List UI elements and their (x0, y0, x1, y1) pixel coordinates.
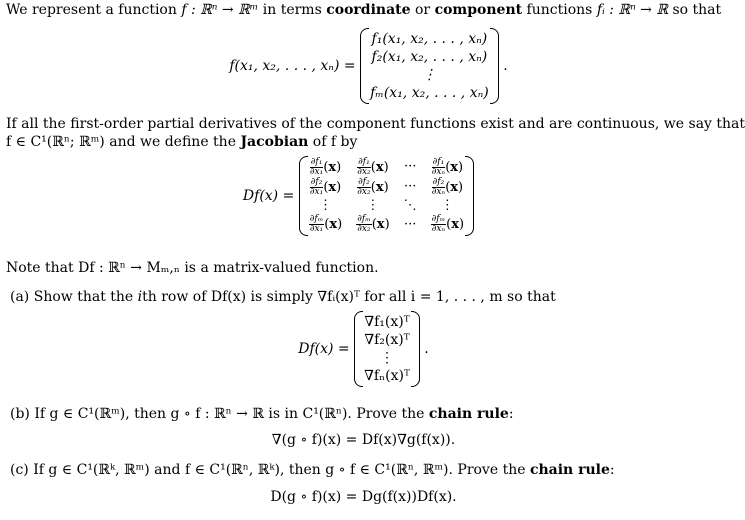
item-b-label: (b) (10, 406, 30, 422)
item-b (10, 406, 514, 424)
item-c-text-1: If g ∈ C¹(ℝᵏ, ℝᵐ) and f ∈ C¹(ℝⁿ, ℝᵏ), then g ∘ f ∈ C¹(ℝⁿ, ℝᵐ). Prove the (33, 462, 530, 478)
item-b-chain-rule: chain rule (428, 406, 509, 422)
matrix-entry: $\frac{\text{∂fₘ}}{\text{∂xₙ}}$ (x) (431, 214, 465, 235)
equation-period: . (503, 58, 508, 74)
matrix-vdots: ⋮ (440, 198, 454, 213)
item-c-label: (c) (10, 462, 29, 478)
matrix-cdots: ··· (403, 159, 417, 175)
matrix-entry: $\frac{\text{∂f₁}}{\text{∂xₙ}}$ (x) (431, 157, 464, 177)
term-component: component (434, 2, 523, 18)
item-b-text-1: If g ∈ C¹(ℝᵐ), then g ∘ f : ℝⁿ → ℝ is in C¹(ℝⁿ). Prove the (34, 406, 429, 422)
equation-jacobian (0, 156, 697, 236)
gradient-row: ∇f₁(x)ᵀ (364, 314, 410, 330)
intro-text-1: We represent a function (6, 2, 182, 18)
matrix-ddots: ⋱ (403, 198, 417, 213)
item-a (10, 289, 556, 307)
item-a-index: i (137, 289, 143, 305)
item-c-chain-rule: chain rule (529, 462, 610, 478)
term-jacobian: Jacobian (240, 134, 309, 150)
intro-line (6, 2, 721, 20)
column-vector (360, 28, 499, 104)
equation-chain-rule-c: D(g ∘ f)(x) = Dg(f(x))Df(x). (270, 489, 457, 505)
jacobian-matrix (299, 156, 474, 236)
matrix-vdots: ⋮ (318, 198, 332, 213)
matrix-entry: $\frac{\text{∂f₂}}{\text{∂xₙ}}$ (x) (431, 177, 464, 197)
paragraph-text-a: f ∈ C¹(ℝⁿ; ℝᵐ) and we define the (6, 134, 241, 150)
matrix-entry: $\frac{\text{∂fₘ}}{\text{∂x₂}}$ (x) (357, 214, 390, 235)
gradient-period: . (424, 341, 429, 357)
paragraph-line-2 (6, 134, 357, 152)
component-map: fᵢ : ℝⁿ → ℝ (596, 2, 669, 18)
term-coordinate: coordinate (326, 2, 411, 18)
gradient-row: ∇f₂(x)ᵀ (364, 332, 410, 348)
equation-lhs: f(x₁, x₂, . . . , xₙ) = (229, 58, 356, 74)
vector-row: fₘ(x₁, x₂, . . . , xₙ) (370, 85, 489, 101)
intro-text-5: so that (668, 2, 722, 18)
item-b-text-2: : (508, 406, 514, 422)
intro-text-4: functions (522, 2, 597, 18)
item-a-text-2: th row of Df(x) is simply ∇fᵢ(x)ᵀ for all i = 1, . . . , m so that (142, 289, 556, 305)
matrix-cdots: ··· (403, 216, 417, 232)
matrix-entry: $\frac{\text{∂f₁}}{\text{∂x₂}}$ (x) (357, 157, 389, 177)
matrix-vdots: ⋮ (366, 198, 380, 213)
item-a-text-1: Show that the (33, 289, 138, 305)
matrix-entry: $\frac{\text{∂f₂}}{\text{∂x₁}}$ (x) (309, 177, 342, 197)
matrix-cdots: ··· (403, 179, 417, 195)
gradient-row: ∇fₙ(x)ᵀ (364, 368, 410, 384)
matrix-entry: $\frac{\text{∂f₂}}{\text{∂x₂}}$ (x) (357, 177, 389, 197)
function-map: f : ℝⁿ → ℝᵐ (181, 2, 259, 18)
gradient-vdots: ⋮ (379, 350, 394, 366)
matrix-entry: $\frac{\text{∂f₁}}{\text{∂x₁}}$ (x) (309, 157, 342, 177)
paragraph-text-b: of f by (308, 134, 358, 150)
gradient-lhs: Df(x) = (298, 341, 350, 357)
intro-text-2: in terms (258, 2, 327, 18)
matrix-entry: $\frac{\text{∂fₘ}}{\text{∂x₁}}$ (x) (309, 214, 343, 235)
note-text: Note that Df : ℝⁿ → Mₘ,ₙ is a matrix-valued function. (6, 260, 379, 276)
item-c-text-2: : (609, 462, 615, 478)
paragraph-line-1: If all the first-order partial derivatives of the component functions exist and are continuous, we say that (6, 116, 745, 132)
vector-row: f₂(x₁, x₂, . . . , xₙ) (371, 49, 488, 65)
vector-vdots: ⋮ (422, 67, 437, 83)
item-c (10, 462, 615, 480)
equation-component-vector (0, 28, 697, 104)
item-a-label: (a) (10, 289, 30, 305)
equation-chain-rule-b: ∇(g ∘ f)(x) = Df(x)∇g(f(x)). (271, 432, 456, 448)
gradient-column (354, 311, 420, 387)
equation-gradient-rows (0, 311, 697, 387)
vector-row: f₁(x₁, x₂, . . . , xₙ) (371, 31, 488, 47)
intro-text-3: or (410, 2, 435, 18)
jacobian-lhs: Df(x) = (242, 188, 295, 205)
